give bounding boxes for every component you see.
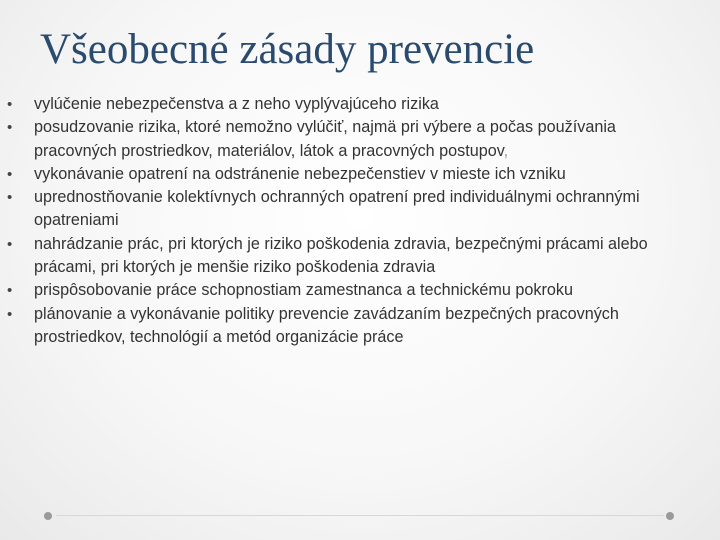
bullet-text: uprednostňovanie kolektívnych ochranných opatrení pred individuálnymi ochrannými opatreniami bbox=[34, 188, 640, 230]
bullet-item bbox=[7, 279, 694, 302]
bullet-item bbox=[7, 233, 694, 280]
bullet-item bbox=[7, 163, 694, 186]
bullet-icon: • bbox=[7, 96, 13, 113]
bullet-item bbox=[7, 303, 694, 350]
footer-right-dot-icon bbox=[666, 512, 674, 520]
bullet-item bbox=[7, 116, 694, 163]
footer-left-dot-icon bbox=[44, 512, 52, 520]
bullet-item bbox=[7, 93, 694, 116]
bullet-item bbox=[7, 186, 694, 233]
bullet-list bbox=[7, 93, 694, 349]
bullet-icon: • bbox=[7, 305, 13, 323]
bullet-text: prispôsobovanie práce schopnostiam zamestnanca a technickému pokroku bbox=[34, 281, 573, 300]
bullet-icon: • bbox=[7, 235, 13, 253]
bullet-icon: • bbox=[7, 119, 13, 137]
slide-title: Všeobecné zásady prevencie bbox=[40, 26, 535, 73]
bullet-text: vylúčenie nebezpečenstva a z neho vyplývajúceho rizika bbox=[34, 95, 439, 113]
bullet-text: vykonávanie opatrení na odstránenie nebezpečenstiev v mieste ich vzniku bbox=[34, 164, 566, 183]
footer-divider bbox=[56, 515, 664, 516]
bullet-text: nahrádzanie prác, pri ktorých je riziko poškodenia zdravia, bezpečnými prácami alebo prácami, pri ktorých je menšie riziko poškodenia zdravia bbox=[34, 234, 648, 277]
bullet-text: posudzovanie rizika, ktoré nemožno vylúčiť, najmä pri výbere a počas používania pracovných prostriedkov, materiálov, látok a pracovných postupov bbox=[34, 118, 616, 160]
bullet-suffix: , bbox=[503, 141, 509, 160]
bullet-icon: • bbox=[7, 189, 13, 207]
bullet-icon: • bbox=[7, 165, 13, 183]
bullet-icon: • bbox=[7, 282, 13, 300]
bullet-text: plánovanie a vykonávanie politiky prevencie zavádzaním bezpečných pracovných prostriedkov, technológií a metód organizácie práce bbox=[34, 304, 619, 346]
